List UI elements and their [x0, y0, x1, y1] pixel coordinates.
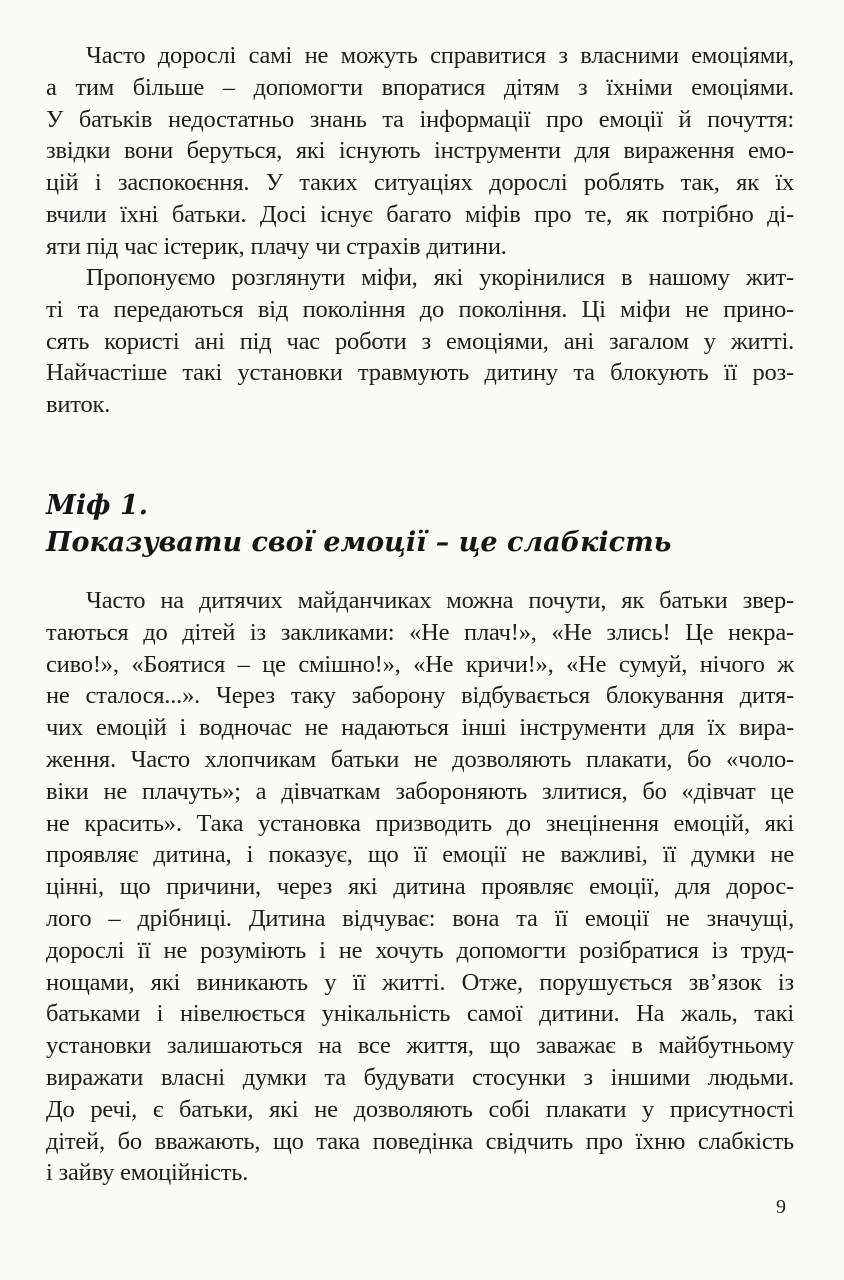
- text-line: виражати власні думки та будувати стосунки з іншими людьми.: [46, 1063, 794, 1091]
- text-line: Пропонуємо розглянути міфи, які укорінилися в нашому жит-: [86, 264, 794, 291]
- text-line: не красить». Така установка призводить до знецінення емоцій, які: [46, 809, 794, 837]
- text-line: віки не плачуть»; а дівчаткам забороняють злитися, бо «дівчат це: [46, 777, 794, 805]
- text-line: Найчастіше такі установки травмують дитину та блокують її роз-: [46, 359, 794, 387]
- text-line: Часто дорослі самі не можуть справитися з власними емоціями,: [86, 42, 794, 69]
- myth-1-body-paragraph: [46, 585, 794, 1189]
- text-line: дітей, бо вважають, що така поведінка свідчить про їхню слабкість: [46, 1127, 794, 1155]
- text-line: дорослі її не розуміють і не хочуть допомогти розібратися із труд-: [46, 936, 794, 964]
- text-line: цій і заспокоєння. У таких ситуаціях дорослі роблять так, як їх: [46, 169, 794, 197]
- text-line: ті та передаються від покоління до покоління. Ці міфи не прино-: [46, 295, 794, 323]
- text-line: сиво!», «Боятися – це смішно!», «Не кричи!», «Не сумуй, нічого ж: [46, 650, 794, 678]
- text-line: вчили їхні батьки. Досі існує багато міфів про те, як потрібно ді-: [46, 200, 794, 228]
- text-line: Часто на дитячих майданчиках можна почути, як батьки звер-: [86, 587, 794, 614]
- text-line: сять користі ані під час роботи з емоціями, ані загалом у житті.: [46, 327, 794, 355]
- text-line: ження. Часто хлопчикам батьки не дозволяють плакати, бо «чоло-: [46, 745, 794, 773]
- text-line: а тим більше – допомогти впоратися дітям з їхніми емоціями.: [46, 73, 794, 101]
- text-line: нощами, які виникають у її житті. Отже, порушується зв’язок із: [46, 968, 794, 996]
- myth-title: Показувати свої емоції – це слабкість: [46, 527, 672, 558]
- text-line: яти під час істерик, плачу чи страхів дитини.: [46, 232, 507, 260]
- text-line: виток.: [46, 391, 111, 419]
- text-line: батьками і нівелюється унікальність самої дитини. На жаль, такі: [46, 1000, 794, 1028]
- text-line: і зайву емоційність.: [46, 1159, 249, 1187]
- text-line: проявляє дитина, і показує, що її емоції не важливі, її думки не: [46, 841, 794, 869]
- myths-intro-paragraph: [46, 262, 794, 421]
- page-number: 9: [776, 1196, 786, 1218]
- text-line: чих емоцій і водночас не надаються інші інструменти для їх вира-: [46, 714, 794, 742]
- text-line: цінні, що причини, через які дитина проявляє емоції, для дорос-: [46, 873, 794, 901]
- text-line: звідки вони беруться, які існують інструменти для вираження емо-: [46, 137, 794, 165]
- text-line: установки залишаються на все життя, що заважає в майбутньому: [46, 1032, 794, 1060]
- text-line: У батьків недостатньо знань та інформації про емоції й почуття:: [46, 105, 794, 133]
- text-line: лого – дрібниці. Дитина відчуває: вона та її емоції не значущі,: [46, 904, 794, 932]
- text-line: таються до дітей із закликами: «Не плач!», «Не злись! Це некра-: [46, 618, 794, 646]
- section-heading: [46, 487, 794, 561]
- text-line: не сталося...». Через таку заборону відбувається блокування дитя-: [46, 682, 794, 710]
- myth-number: Міф 1.: [46, 490, 149, 521]
- text-line: До речі, є батьки, які не дозволяють собі плакати у присутності: [46, 1095, 794, 1123]
- intro-paragraph: [46, 40, 794, 263]
